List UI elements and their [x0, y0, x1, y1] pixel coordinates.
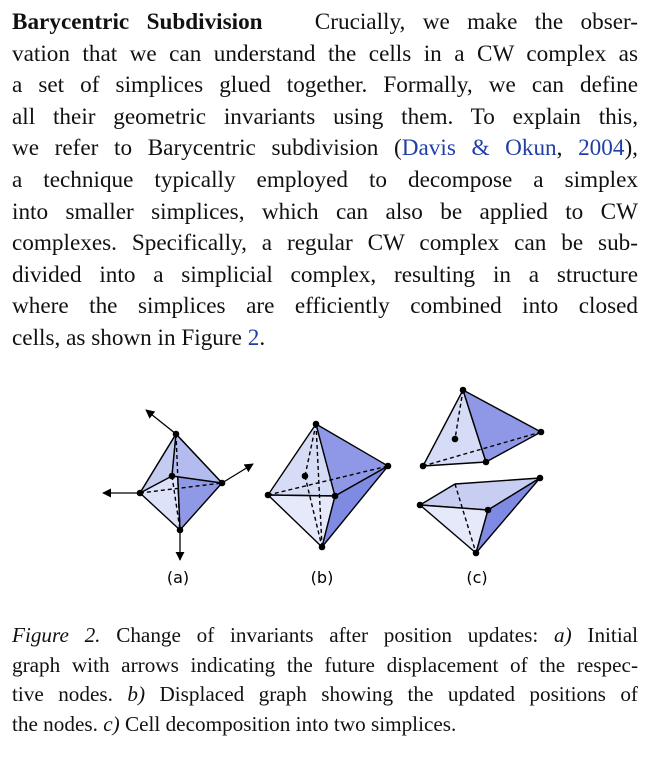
section-heading: Barycentric Subdivision [12, 9, 263, 35]
citation-link[interactable]: Davis & Okun [401, 135, 557, 162]
node [332, 493, 339, 500]
caption-figure-label: Figure 2. [12, 623, 101, 647]
paragraph-line: all their geometric invariants using them. To explain this, [12, 103, 638, 130]
node [417, 502, 424, 509]
node [169, 473, 176, 480]
node [537, 475, 544, 482]
node [473, 550, 480, 557]
caption-text: tive nodes. [12, 682, 113, 707]
node [460, 387, 467, 394]
paragraph-line: complexes. Specifically, a regular CW complex can be sub- [12, 230, 638, 257]
face-back [172, 434, 222, 483]
paragraph-line: into smaller simplices, which can also be applied to CW [12, 198, 638, 225]
paragraph-line: where the simplices are efficiently combined into closed [12, 293, 638, 320]
paragraph-line: vation that we can understand the cells in a CW complex as [12, 40, 638, 67]
paragraph-text: ), [624, 135, 638, 162]
node [483, 459, 490, 466]
node [137, 490, 144, 497]
paragraph-line: a technique typically employed to decompose a simplex [12, 166, 638, 193]
displacement-arrow [222, 464, 253, 483]
node [302, 473, 309, 480]
node [177, 527, 184, 534]
node [538, 429, 545, 436]
paragraph-line [12, 7, 638, 39]
caption-marker-c: c) [103, 711, 120, 736]
caption-text: Initial [587, 623, 638, 647]
node [219, 480, 226, 487]
body-paragraph [12, 7, 638, 355]
node [319, 544, 326, 551]
node [173, 431, 180, 438]
paragraph-line: a set of simplices glued together. Formally, we can define [12, 72, 638, 99]
paragraph-text: we refer to Barycentric subdivision ( [12, 135, 402, 162]
figure-caption [12, 621, 638, 739]
displacement-arrow [146, 410, 176, 434]
paragraph-line: divided into a simplicial complex, resulting in a structure [12, 261, 638, 288]
simplex-c-upper [423, 390, 541, 466]
paragraph-text: . [259, 324, 266, 351]
caption-text: Cell decomposition into two simplices. [124, 711, 457, 736]
sublabel-a: (a) [166, 568, 190, 587]
node [485, 507, 492, 514]
paragraph-text: , [556, 135, 579, 162]
paragraph-line [12, 323, 638, 355]
paragraph-line [12, 133, 638, 165]
node [313, 421, 320, 428]
node [452, 436, 459, 443]
caption-text: Change of invariants after position updates: [116, 623, 539, 647]
figure-ref-link[interactable]: 2 [247, 324, 260, 351]
caption-line [12, 621, 638, 651]
caption-line [12, 680, 638, 710]
caption-marker-a: a) [554, 623, 572, 647]
caption-line: graph with arrows indicating the future displacement of the respec- [12, 652, 638, 677]
paragraph-text: Crucially, we make the obser- [314, 9, 638, 35]
octahedron-b [268, 424, 388, 547]
simplex-c-lower [420, 478, 540, 553]
caption-marker-b: b) [127, 682, 146, 707]
sublabel-b: (b) [310, 568, 334, 587]
sublabel-c: (c) [466, 568, 488, 587]
figure-2 [0, 380, 652, 595]
caption-line [12, 710, 638, 740]
node [385, 463, 392, 470]
paragraph-text: cells, as shown in Figure [12, 324, 248, 351]
citation-year-link[interactable]: 2004 [578, 135, 625, 162]
node [420, 463, 427, 470]
node [265, 492, 272, 499]
caption-text: the nodes. [12, 711, 98, 736]
caption-text: Displaced graph showing the updated positions of [159, 682, 638, 707]
